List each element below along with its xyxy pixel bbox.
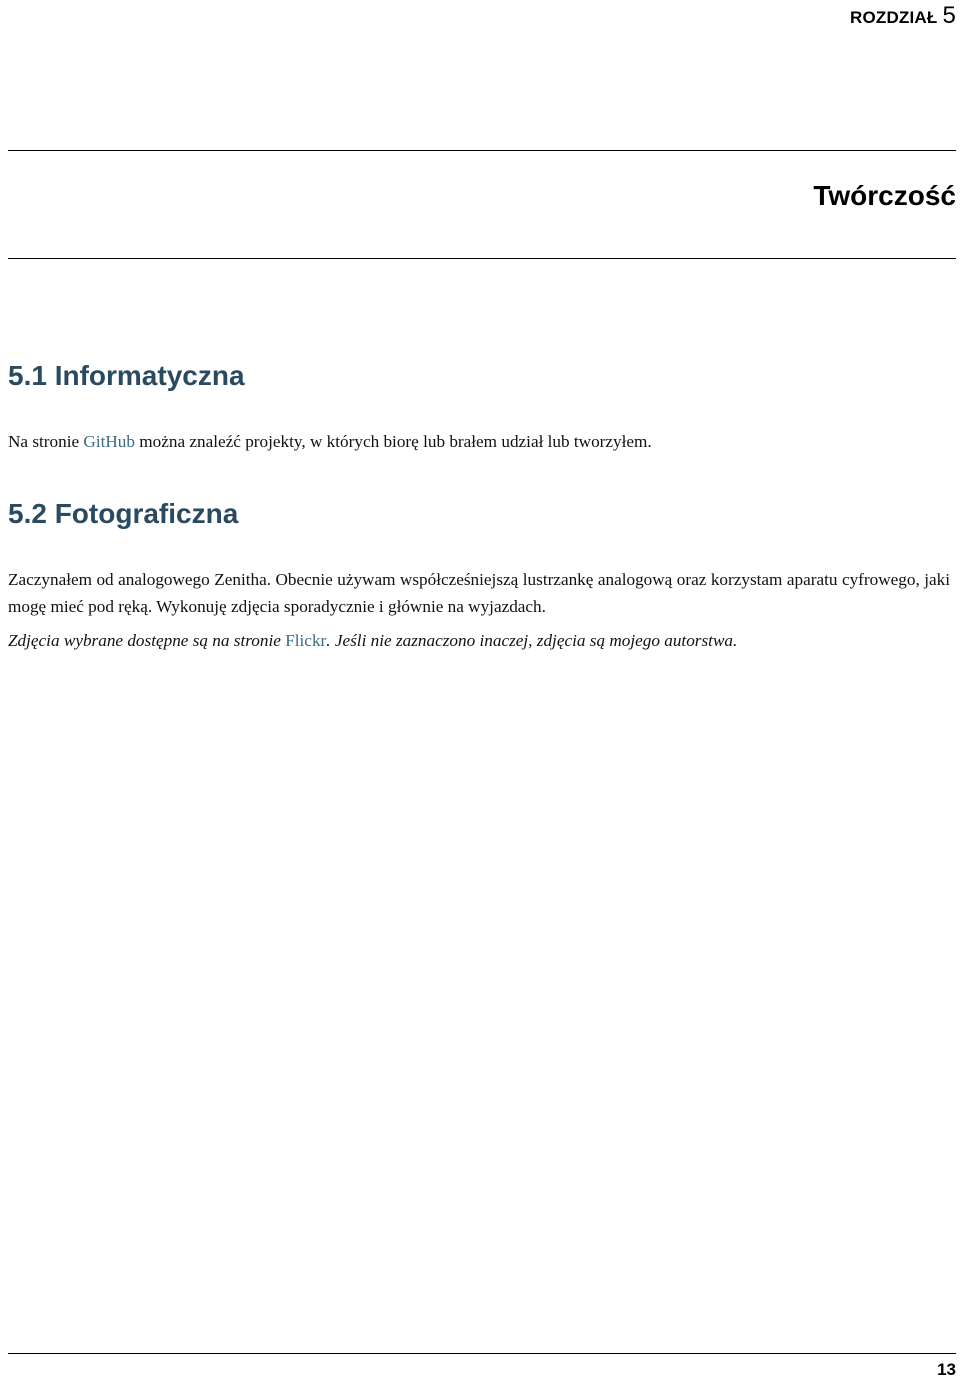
section-2-paragraph-1: Zaczynałem od analogowego Zenitha. Obecnie używam współcześniejszą lustrzankę analogową oraz korzystam aparatu cyfrowego, jaki mogę mieć pod ręką. Wykonuję zdjęcia sporadycznie i głównie na wyjazdach. — [8, 570, 950, 616]
chapter-number: 5 — [942, 2, 956, 29]
chapter-word: ROZDZIAŁ — [849, 8, 938, 27]
header-rule-top — [8, 150, 956, 151]
section-2-paragraph-2 — [8, 627, 950, 654]
text-segment: Na stronie — [8, 432, 84, 451]
page-number: 13 — [937, 1360, 956, 1379]
github-link[interactable]: GitHub — [83, 432, 135, 451]
footer-rule — [8, 1353, 956, 1354]
section-heading-fotograficzna: 5.2 Fotograficzna — [8, 498, 239, 529]
header-rule-bottom — [8, 258, 956, 259]
section-1-paragraph — [8, 428, 950, 455]
chapter-title: Twórczość — [813, 180, 956, 211]
section-heading-informatyczna: 5.1 Informatyczna — [8, 360, 245, 391]
flickr-link[interactable]: Flickr — [285, 631, 327, 650]
text-segment: można znaleźć projekty, w których biorę lub brałem udział lub tworzyłem. — [134, 432, 652, 451]
chapter-label — [850, 2, 956, 30]
text-segment: Zdjęcia wybrane dostępne są na stronie — [8, 631, 286, 650]
text-segment: . Jeśli nie zaznaczono inaczej, zdjęcia są mojego autorstwa. — [326, 631, 738, 650]
